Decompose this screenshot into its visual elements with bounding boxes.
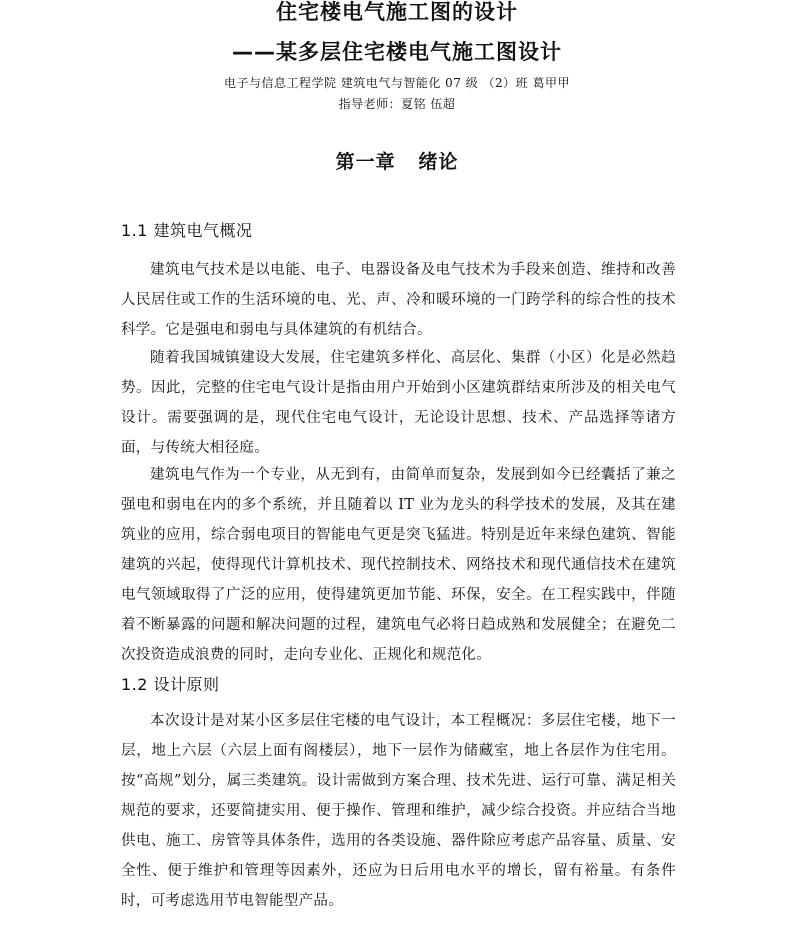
paragraph: 建筑电气作为一个专业，从无到有，由简单而复杂，发展到如今已经囊括了兼之强电和弱电在内的多个系统，并且随着以 IT 业为龙头的科学技术的发展，及其在建筑业的应用，综合弱电项目的智能电气更是突飞猛进。特别是近年来绿色建筑、智能建筑的兴起，使得现代计算机技术、现代控制技术、网络技术和现代通信技术在建筑电气领域取得了广泛的应用，使得建筑更加节能、环保，安全。在工程实践中，伴随着不断暴露的问题和解决问题的过程，建筑电气必将日趋成熟和发展健全；在避免二次投资造成浪费的同时，走向专业化、正规化和规范化。 — [121, 467, 676, 663]
section-heading-design-principles: 1.2 设计原则 — [121, 675, 220, 694]
section-heading-overview: 1.1 建筑电气概况 — [121, 221, 253, 240]
author-line: 电子与信息工程学院 建筑电气与智能化 07 级 （2）班 葛甲甲 — [224, 76, 570, 90]
paragraph: 随着我国城镇建设大发展，住宅建筑多样化、高层化、集群（小区）化是必然趋势。因此，完整的住宅电气设计是指由用户开始到小区建筑群结束所涉及的相关电气设计。需要强调的是，现代住宅电气设计，无论设计思想、技术、产品选择等诸方面，与传统大相径庭。 — [121, 350, 676, 456]
document-title: 住宅楼电气施工图的设计 — [276, 0, 518, 24]
paragraph: 本次设计是对某小区多层住宅楼的电气设计，本工程概况：多层住宅楼，地下一层，地上六层（六层上面有阁楼层），地下一层作为储藏室，地上各层作为住宅用。按“高规”划分，属三类建筑。设计需做到方案合理、技术先进、运行可靠、满足相关规范的要求，还要简捷实用、便于操作、管理和维护，减少综合投资。并应结合当地供电、施工、房管等具体条件，选用的各类设施、器件除应考虑产品容量、质量、安全性、便于维护和管理等因素外，还应为日后用电水平的增长，留有裕量。有条件时，可考虑选用节电智能型产品。 — [121, 713, 676, 909]
chapter-title: 第一章 绪论 — [335, 151, 459, 173]
advisor-line: 指导老师：夏铭 伍超 — [338, 97, 456, 111]
paragraph: 建筑电气技术是以电能、电子、电器设备及电气技术为手段来创造、维持和改善人民居住或工作的生活环境的电、光、声、冷和暖环境的一门跨学科的综合性的技术科学。它是强电和弱电与具体建筑的有机结合。 — [121, 262, 676, 338]
document-subtitle: ——某多层住宅楼电气施工图设计 — [232, 40, 562, 64]
